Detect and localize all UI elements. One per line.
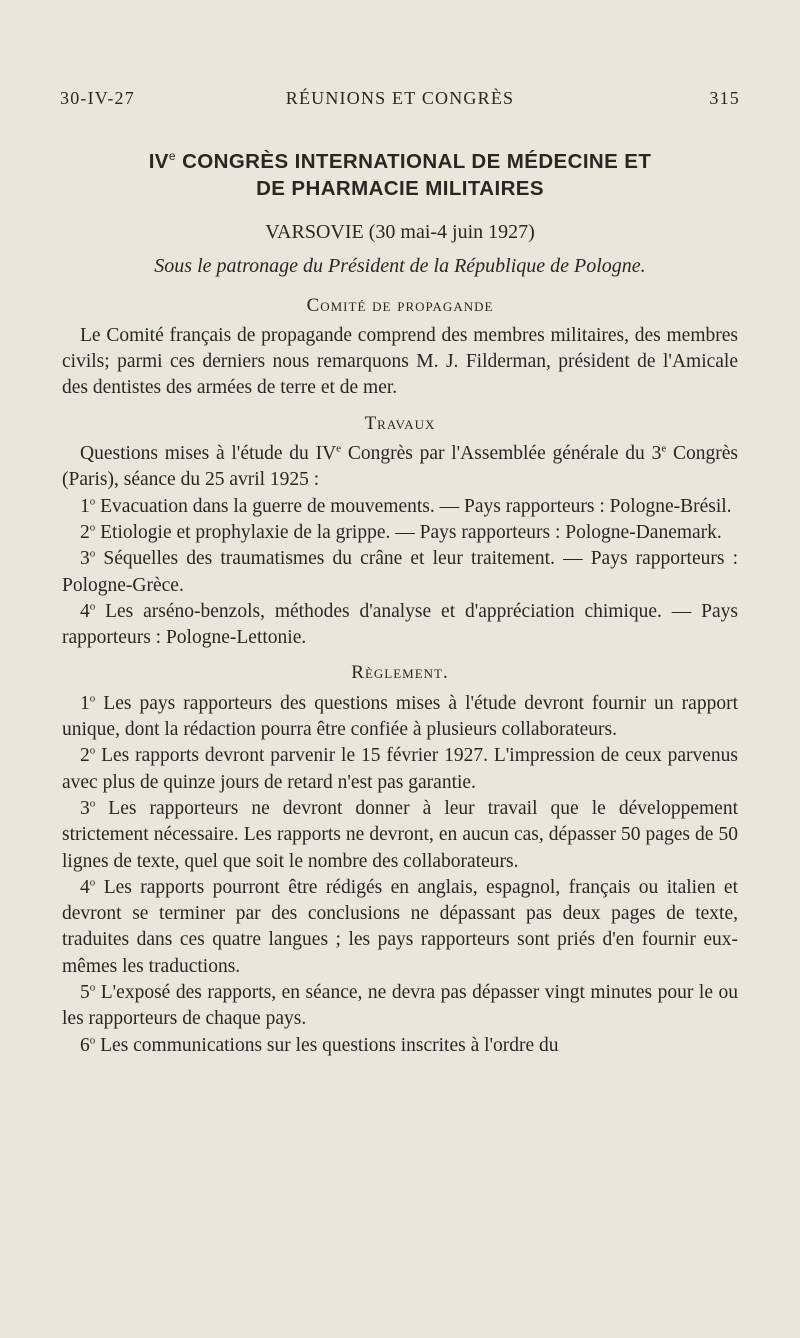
reglement-item: 3$^o$ Les rapporteurs ne devront donner à leur travail que le développement strictement nécessaire. Les rapports ne devront, en aucun cas, dépasser 50 pages de 50 lignes de texte, quel que soit le nombre des collaborateurs.	[62, 797, 738, 872]
page-date: 30-IV-27	[60, 88, 135, 108]
title-ordinal: IV	[148, 150, 169, 173]
reglement-item: 5$^o$ L'exposé des rapports, en séance, ne devra pas dépasser vingt minutes pour le ou les rapporteurs de chaque pays.	[62, 981, 738, 1030]
travaux-item: 4$^o$ Les arséno-benzols, méthodes d'analyse et d'appréciation chimique. — Pays rapporteurs : Pologne-Lettonie.	[62, 600, 738, 649]
reglement-item: 2$^o$ Les rapports devront parvenir le 15 février 1927. L'impression de ceux parvenus avec plus de quinze jours de retard n'est pas garantie.	[62, 744, 738, 793]
heading-reglement: Règlement.	[351, 662, 449, 684]
reglement-item: 4$^o$ Les rapports pourront être rédigés en anglais, espagnol, français ou italien et devront se terminer par des conclusions ne dépassant pas deux pages de texte, traduites dans ces quatre langues ; les pays rapporteurs sont priés d'en fournir eux-mêmes les traductions.	[62, 876, 738, 977]
travaux-item: 1$^o$ Evacuation dans la guerre de mouvements. — Pays rapporteurs : Pologne-Brésil.	[80, 495, 732, 517]
travaux-item: 2$^o$ Etiologie et prophylaxie de la grippe. — Pays rapporteurs : Pologne-Danemark.	[80, 521, 722, 543]
title-line-1: CONGRÈS INTERNATIONAL DE MÉDECINE ET	[182, 150, 652, 173]
patronage-line: Sous le patronage du Président de la République de Pologne.	[154, 255, 646, 278]
title-line-2: DE PHARMACIE MILITAIRES	[256, 177, 544, 200]
article-subtitle: VARSOVIE (30 mai-4 juin 1927)	[265, 221, 535, 243]
travaux-item: 3$^o$ Séquelles des traumatismes du crâne et leur traitement. — Pays rapporteurs : Pologne-Grèce.	[62, 547, 738, 596]
running-head	[60, 88, 740, 116]
article-body	[62, 148, 738, 1059]
section-title: RÉUNIONS ET CONGRÈS	[285, 88, 515, 108]
paragraph-comite: Le Comité français de propagande comprend des membres militaires, des membres civils; parmi ces derniers nous remarquons M. J. Filderman, président de l'Amicale des dentistes des armées de terre et de mer.	[62, 324, 738, 399]
heading-travaux: Travaux	[364, 412, 436, 434]
heading-comite: Comité de propagande	[306, 294, 494, 316]
reglement-item: 6$^o$ Les communications sur les questions inscrites à l'ordre du	[80, 1034, 559, 1056]
paragraph-travaux-intro: Questions mises à l'étude du IVe Congrès par l'Assemblée générale du 3e Congrès (Paris), séance du 25 avril 1925 :	[62, 442, 738, 491]
reglement-item: 1$^o$ Les pays rapporteurs des questions mises à l'étude devront fournir un rapport unique, dont la rédaction pourra être confiée à plusieurs collaborateurs.	[62, 692, 738, 741]
title-ordinal-sup: e	[168, 149, 176, 164]
page-number: 315	[709, 88, 740, 108]
article-title	[62, 148, 738, 202]
